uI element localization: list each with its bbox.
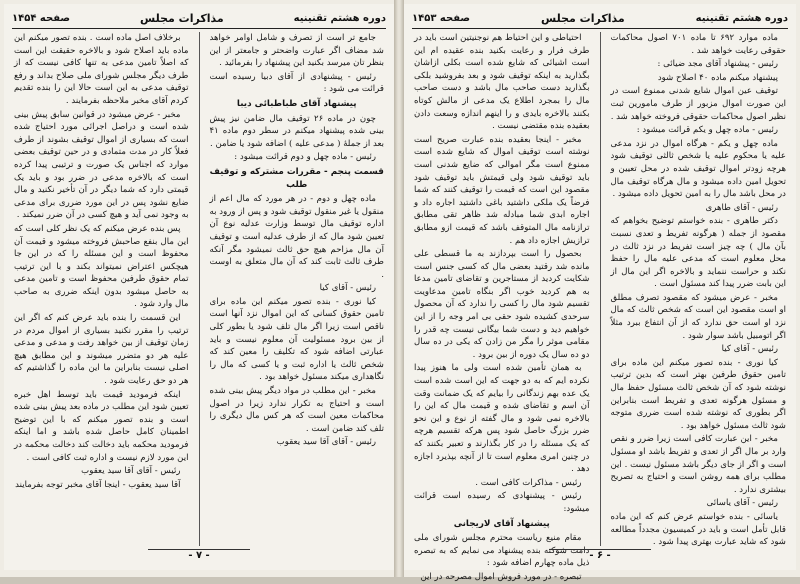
- paragraph: ماده موارد ۶۹۲ تا ماده ۷۰۱ اصول محاکمات حقوقی رعایت خواهد شد .: [610, 33, 786, 56]
- section-heading: پیشنهاد آقای لاریجانی: [453, 518, 550, 529]
- paragraph: رئیس - پیشنهاد آقای مجد ضیائی :: [657, 59, 778, 70]
- page-footer: [4, 550, 394, 564]
- text-column-right: [611, 32, 787, 546]
- paragraph: ماده چهل و یکم - هرگاه اموال در نزد مدعی علیه یا محکوم علیه یا شخص ثالثی توقیف شود هرچه زودتر اموال توقیف شده در محل تعیین و تحویل امین داده میشود و مال هرگاه توقیف مال در محل باشد مال را به امین تحویل داده میشود .: [610, 138, 786, 200]
- paragraph: توقیف عین اموال شایع شدنی ممنوع است در این صورت اموال مزبور از طرف مامورین ثبت نظیر اصول محاکمات حقوقی فروخته خواهد شد .: [610, 86, 786, 122]
- paragraph: رئیس - پیشنهادی از آقای دبیا رسیده است قرائت می شود :: [209, 71, 384, 95]
- paragraph: مخبر - این مطلب در مواد دیگر پیش بینی شده است و احتیاج به تکرار ندارد زیرا در اصول محاکمات معین است که هر کس مال دیگری را تلف کند ضامن است .: [209, 386, 384, 434]
- text-column-left: [14, 32, 189, 546]
- paragraph: رئیس - آقای یاسائی: [706, 498, 778, 509]
- paragraph: بحصول را است بپردازند به ما قسطی علی مانده شد رقتید بعضی مال که کسی جنس است شکایت کردید از مستاجرین و تقاضای تامین مدعا به هم کردید خوب اگر بنگاه تامین مدعاویت تقسیم شود مال را کسی را ندارد که آن محصول سرحدی کشیده شود حقی بی امر وجه را از این خواهیم دید و دست شما بیگانی نیست چه قدر را مقامی موثر را مگر من زادن که یکی در ده سال دو ده سال یک دوره از بین برود .: [414, 249, 590, 360]
- paragraph: جامع تر است از تصرف و شامل اوامر خواهد شد مضاف اگر عبارت واضحتر و جامعتر از این بنظر تان میرسد بکنید این پیشنهاد را بفرمائید .: [209, 33, 384, 69]
- header-journal-period: دوره هشتم تقنینیه: [293, 12, 386, 24]
- paragraph: برخلاف اصل ماده است . بنده تصور میکنم این ماده باید اصلاح شود و بالاخره حقیقت این است که اصلاً تامین مدعی به تنها کافی نیست که از طرف دیگر مجلس شورای ملی صلاح بداند و رفع توقیف مدعی به این است حالا این را بنده تقدیم کردم آقای مخبر ملاحظه بفرمایند .: [14, 33, 189, 106]
- paragraph: مخبر - اینجا بعقیده بنده عبارت صریح است نوشته است توقیف اموال که شایع شده است ممنوع است مگر اموالی که ضایع شدنی است باید توقیف شود ولی قیمتش باید توقیف شود مقصود این است که قیمت را توقیف کنند که شما فرضاً یک ملکی داشتید باغی داشتید اجاره داد و اجاره ابدی شما مبادله شد ظاهر تقی مطابق ترازنامه مال المتوقف باشد که قیمت ازو مطابق ترازیش اجازه داد هم .: [414, 134, 590, 246]
- header-page-number: صفحه ۱۴۵۴: [12, 12, 71, 24]
- paragraph: آقا سید یعقوب - اینجا آقای مخبر توجه بفرمایند: [15, 479, 181, 490]
- paragraph: مخبر - عرض میشود که مقصود تصرف مطلق او است مقصود این است که شخص ثالث که مال نزد او است حق ندارد که از آن انتفاع ببرد مثلاً اگر اتومبیل باشد سوار شود .: [610, 292, 786, 341]
- paragraph: این قسمت را بنده باید عرض کنم که اگر این ترتیب را مقرر نکنید بسیاری از اموال مردم در زمان توقیف از بین خواهد رفت و مدعی و مدعی علیه هر دو متضرر میشوند و این مطابق هیچ اصلی نیست بنابراین ما این ماده را گذاشتیم که هر دو حق رعایت شود .: [14, 313, 189, 387]
- paragraph: احتیاطی و این احتیاط هم نوجنیتین است باید در طرف فرار و رعایت بکنید بنده عقیده ام این است اشیائی که شایع شده است بکلی ازاشان بگذارید به اینکه توقیف شود و بعد بفروشید بلکی بگذارید دست صاحب مال باشد و دست صاحب مال را بمجرد اطلاع یک مدعی از مالش کوتاه بکنند بالاخره بایدی و را اینهم اندازه وسعت دادن بعقیده بنده مقتضی نیست .: [413, 33, 590, 132]
- text-column-left: [413, 32, 590, 582]
- paragraph: مخبر - عرض میشود در قوانین سابق پیش بینی شده است و دراصل اجرائی مورد احتیاج شده است که بسیاری از اموال توقیف بشوند از طرف فعلاً کار در مدت متمادی و در حین توقیف بعضی موارد که اجناس یک صورت و ترتیبی پیدا کرده است که بالاخره مدعی در ضرر بود و باید یک قیمتی دارد که شما دیگر در آن تأخیر نکنید و مال ضایع نشود پس در این مورد ضرری برای مدعی به وجود نمی آید و هیچ کسی در آن ضرر نمیکند .: [14, 109, 189, 221]
- footer-page-marker: - ۶ -: [549, 549, 650, 561]
- text-column-right: [210, 32, 385, 546]
- section-heading: قسمت پنجم - مقررات مشترکه و توقیف طلب: [209, 166, 384, 190]
- paragraph: رئیس - آقای کیا: [721, 344, 778, 355]
- page-body: [14, 32, 384, 546]
- paragraph: مقام منیع ریاست محترم مجلس شورای ملی دامت شوکته بنده پیشنهاد می نمایم که به تبصره ذیل ماده چهارم اضافه شود :: [414, 533, 590, 569]
- book-gutter: [394, 0, 404, 577]
- page-header: [12, 10, 386, 26]
- column-divider: [199, 32, 200, 546]
- header-title: مذاکرات مجلس: [541, 11, 625, 25]
- paragraph: دکتر طاهری - بنده خواستم توضیح بخواهم که مقصود از جمله ( هرگونه تفریط و تعدی نسبت بآن مال ) چه چیز است تفریط در نزد ثالث در محل معلوم است که مدعی علیه مال را حفظ نکند و حراست ننماید و بالاخره اگر این مال از این بابت ضرر پیدا کند مسئول است .: [610, 216, 786, 290]
- paragraph: رئیس - آقای آقا سید یعقوب: [276, 437, 376, 448]
- page-body: [413, 32, 786, 582]
- paragraph: رئیس - آقای طاهری: [705, 202, 778, 213]
- header-rule: [12, 28, 386, 29]
- header-journal-period: دوره هشتم تقنینیه: [695, 12, 788, 24]
- header-rule: [412, 28, 788, 29]
- column-divider: [600, 32, 601, 546]
- paragraph: رئیس - آقای آقا سید یعقوب: [81, 466, 181, 477]
- page-1454: [4, 4, 394, 570]
- paragraph: رئیس - پیشنهادی که رسیده است قرائت میشود:: [414, 491, 590, 514]
- paragraph: به همان تأمین شده است ولی ما هنوز پیدا نکرده ایم که به دو جهت که این است شده است یک عده بهم زندگانی را بیایم که یک ضمانت وقت آن اسم و تقاضای شده و قیمت مال که این را بالاخره نمی شود و مال گفته از نوع و این نحو ضرر بزرگ حاصل شود پس هرکه تقسیم هرچه که یک مسئله را در کار بگذارند و تعبیر بکنند که در چنین امری معلوم است تا از آنچه بپذیرد اجازه دهد .: [414, 363, 590, 475]
- header-title: مذاکرات مجلس: [140, 11, 224, 25]
- page-1453: [404, 4, 796, 582]
- paragraph: تبصره - در مورد فروش اموال مصرحه در این: [420, 571, 582, 582]
- section-heading: پیشنهاد آقای طباطبائی دیبا: [236, 98, 357, 109]
- paragraph: چون در ماده ۲۶ توقیف مال ضامن نیز پیش بینی شده پیشنهاد میکنم در سطر دوم ماده ۴۱ بعد از جملهٔ ( مدعی علیه ) اضافه شود یا ضامن .: [209, 113, 384, 149]
- header-page-number: صفحه ۱۴۵۳: [412, 12, 471, 24]
- paragraph: رئیس - آقای کیا: [319, 283, 376, 294]
- paragraph: پس بنده عرض میکنم که یک نظر کلی است که این مال بنفع صاحبش فروخته میشود و قیمت آن محفوظ است و این مسئله را که در این جا هیچکس اعتراض نمیتواند بکند و با این ترتیب تمام حقوق طرفین محفوظ است و تامین مدعی به حاصل میشود بدون اینکه ضرری به صاحب مال وارد شود .: [14, 223, 189, 310]
- footer-page-marker: - ۷ -: [148, 549, 249, 561]
- paragraph: ماده چهل و دوم - در هر مورد که مال اعم از منقول یا غیر منقول توقیف شود و پس از ورود به اداره توقیف مال توسط وزارت عدلیه نوع آن تعیین شود مال که از طرف عدلیه است و توقیف آن مال مزاحم هیچ حق ثالث نمیشود مگر آنکه طرف ثالث ثابت کند که آن مال متعلق به اوست .: [209, 194, 384, 280]
- paragraph: کیا نوری - بنده تصور میکنم این ماده برای تامین حقوق کسانی که این اموال نزد آنها است ناقص است زیرا اگر مال تلف شود یا بطور کلی از بین برود مسئولیت آن معلوم نیست و باید عبارتی اضافه شود که تکلیف را معین کند که شخص ثالث یا اداره ثبت و یا کسی که مال را نگاهداری میکند مسئول خواهد بود .: [209, 296, 384, 383]
- paragraph: کیا نوری - بنده تصور میکنم این ماده برای تامین حقوق طرفین بهتر است که بدین ترتیب نوشته شود که آن شخص ثالث مسئول حفظ مال و مسئول هرگونه تعدی و تفریط است بنابراین اگر بطوری که نوشته شده است ضرری متوجه شود ثالث مسئول خواهد بود .: [610, 357, 786, 431]
- paragraph: رئیس - ماده چهل و دوم قرائت میشود :: [234, 152, 376, 163]
- paragraph: یاسائی - بنده خواستم عرض کنم که این ماده قابل تأمل است و باید در کمیسیون مجدداً مطالعه شود که شاید عبارت بهتری پیدا شود .: [610, 511, 786, 548]
- paragraph: رئیس - ماده چهل و یکم قرائت میشود :: [636, 125, 778, 136]
- paragraph: مخبر - این عبارت کافی است زیرا ضرر و نقص وارد بر مال اگر از تعدی و تفریط باشد او مسئول است و اگر از جای دیگر باشد مسئول نیست . این مطلب برای همه روشن است و احتیاج به تصریح بیشتری ندارد .: [610, 434, 786, 495]
- page-footer: [404, 550, 796, 564]
- page-header: [412, 10, 788, 26]
- paragraph: اینکه فرمودید قیمت باید توسط اهل خبره تعیین شود این مطلب در ماده بعد پیش بینی شده است و بنده تصور میکنم که با این توضیح اطمینان کامل حاصل شده باشد و اما اینکه فرمودید محکمه باید دخالت کند دخالت محکمه در این مورد لازم نیست و اداره ثبت کافی است .: [14, 389, 189, 463]
- paragraph: پیشنهاد میکنم ماده ۴۰ اصلاح شود: [657, 72, 778, 83]
- paragraph: رئیس - مذاکرات کافی است .: [475, 477, 582, 488]
